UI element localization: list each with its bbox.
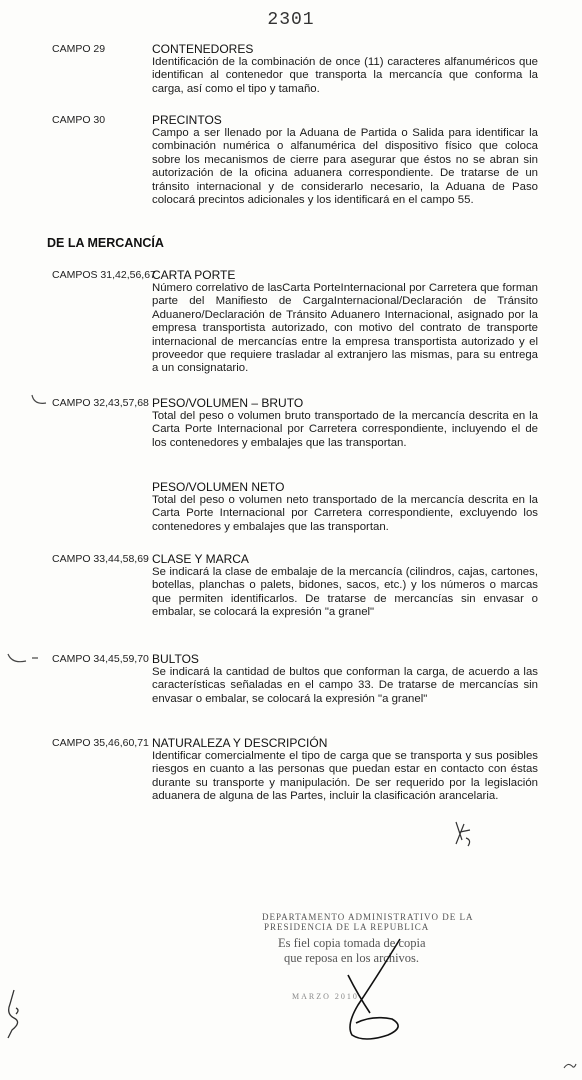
field-label: CAMPO 29 bbox=[52, 43, 106, 55]
field-description: Total del peso o volumen neto transportado de la mercancía descrita en la Carta Porte Internacional por Carretera correspondiente, excluyendo los contenedores y embalajes que las transportan. bbox=[152, 494, 538, 533]
field-label: CAMPO 30 bbox=[52, 114, 106, 126]
stamp-date: MARZO 2010 bbox=[292, 992, 359, 1001]
field-description: Identificación de la combinación de once (11) caracteres alfanuméricos que identifican al contenedor que transporta la mercancía que conforma la carga, así como el tipo y tamaño. bbox=[152, 56, 538, 95]
field-description: Identificar comercialmente el tipo de carga que se transporta y sus posibles riesgos en cuanto a las personas que puedan estar en contacto con éstas durante su transporte y manipulación. De ser requerido por la legislación aduanera de alguna de las Partes, incluir la clasificación arancelaria. bbox=[152, 750, 538, 803]
stamp-line: que reposa en los archivos. bbox=[284, 951, 420, 965]
stamp-signature-mark bbox=[318, 935, 428, 1045]
initials-signature-mark bbox=[450, 818, 476, 850]
field-description: Total del peso o volumen bruto transportado de la mercancía descrita en la Carta Porte Internacional por Carretera correspondiente, incluyendo el de los contenedores y embalajes que las transportan. bbox=[152, 410, 538, 449]
field-title: CONTENEDORES bbox=[152, 42, 254, 56]
margin-signature-mark bbox=[2, 988, 24, 1040]
field-label: CAMPO 32,43,57,68 bbox=[52, 397, 149, 409]
field-title: PRECINTOS bbox=[152, 113, 222, 127]
page-number: 2301 bbox=[267, 10, 315, 30]
field-label: CAMPO 33,44,58,69 bbox=[52, 553, 149, 565]
field-label: CAMPO 34,45,59,70 bbox=[52, 653, 149, 665]
section-heading: DE LA MERCANCÍA bbox=[47, 236, 164, 250]
field-description: Número correlativo de lasCarta PorteInternacional por Carretera que forman parte del Manifiesto de CargaInternacional/Declaración de Tránsito Aduanero/Declaración de Tránsito Aduanero Internacional, asignado por la empresa transportista autorizado, con motivo del contrato de transporte internacional de mercancías entre la empresa transportista autorizado y el proveedor que requiere trasladar al extranjero las mismas, para su entrega a un consignatario. bbox=[152, 282, 538, 375]
stamp-line: DEPARTAMENTO ADMINISTRATIVO DE LA bbox=[262, 912, 474, 922]
field-title: PESO/VOLUMEN – BRUTO bbox=[152, 396, 304, 410]
field-description: Se indicará la cantidad de bultos que conforman la carga, de acuerdo a las características señaladas en el campo 33. De tratarse de mercancías sin envasar o embalar, se colocará la expresión "a granel" bbox=[152, 666, 538, 705]
field-description: Se indicará la clase de embalaje de la mercancía (cilindros, cajas, cartones, botellas, planchas o palets, bidones, sacos, etc.) y los números o marcas que permiten identificarlos. De tratarse de mercancías sin envasar o embalar, se colocará la expresión "a granel" bbox=[152, 566, 538, 619]
corner-mark bbox=[562, 1060, 578, 1072]
field-title: NATURALEZA Y DESCRIPCIÓN bbox=[152, 736, 328, 750]
stamp-line: Es fiel copia tomada de copia bbox=[278, 936, 426, 950]
field-title: CLASE Y MARCA bbox=[152, 552, 249, 566]
field-description: Campo a ser llenado por la Aduana de Partida o Salida para identificar la combinación numérica o alfanumérica del dispositivo físico que coloca sobre los mecanismos de cierre para asegurar que éstos no se abran sin autorización de la oficina aduanera correspondiente. De tratarse de un tránsito internacional y de considerarlo necesario, la Aduana de Paso colocará precintos adicionales y los identificará en el campo 55. bbox=[152, 127, 538, 207]
margin-tick-mark bbox=[6, 652, 42, 668]
field-label: CAMPO 35,46,60,71 bbox=[52, 737, 149, 749]
field-title: PESO/VOLUMEN NETO bbox=[152, 480, 285, 494]
field-title: CARTA PORTE bbox=[152, 268, 236, 282]
stamp-line: PRESIDENCIA DE LA REPUBLICA bbox=[264, 922, 430, 932]
margin-tick-mark bbox=[30, 392, 50, 412]
field-label: CAMPOS 31,42,56,67 bbox=[52, 269, 156, 281]
field-title: BULTOS bbox=[152, 652, 199, 666]
